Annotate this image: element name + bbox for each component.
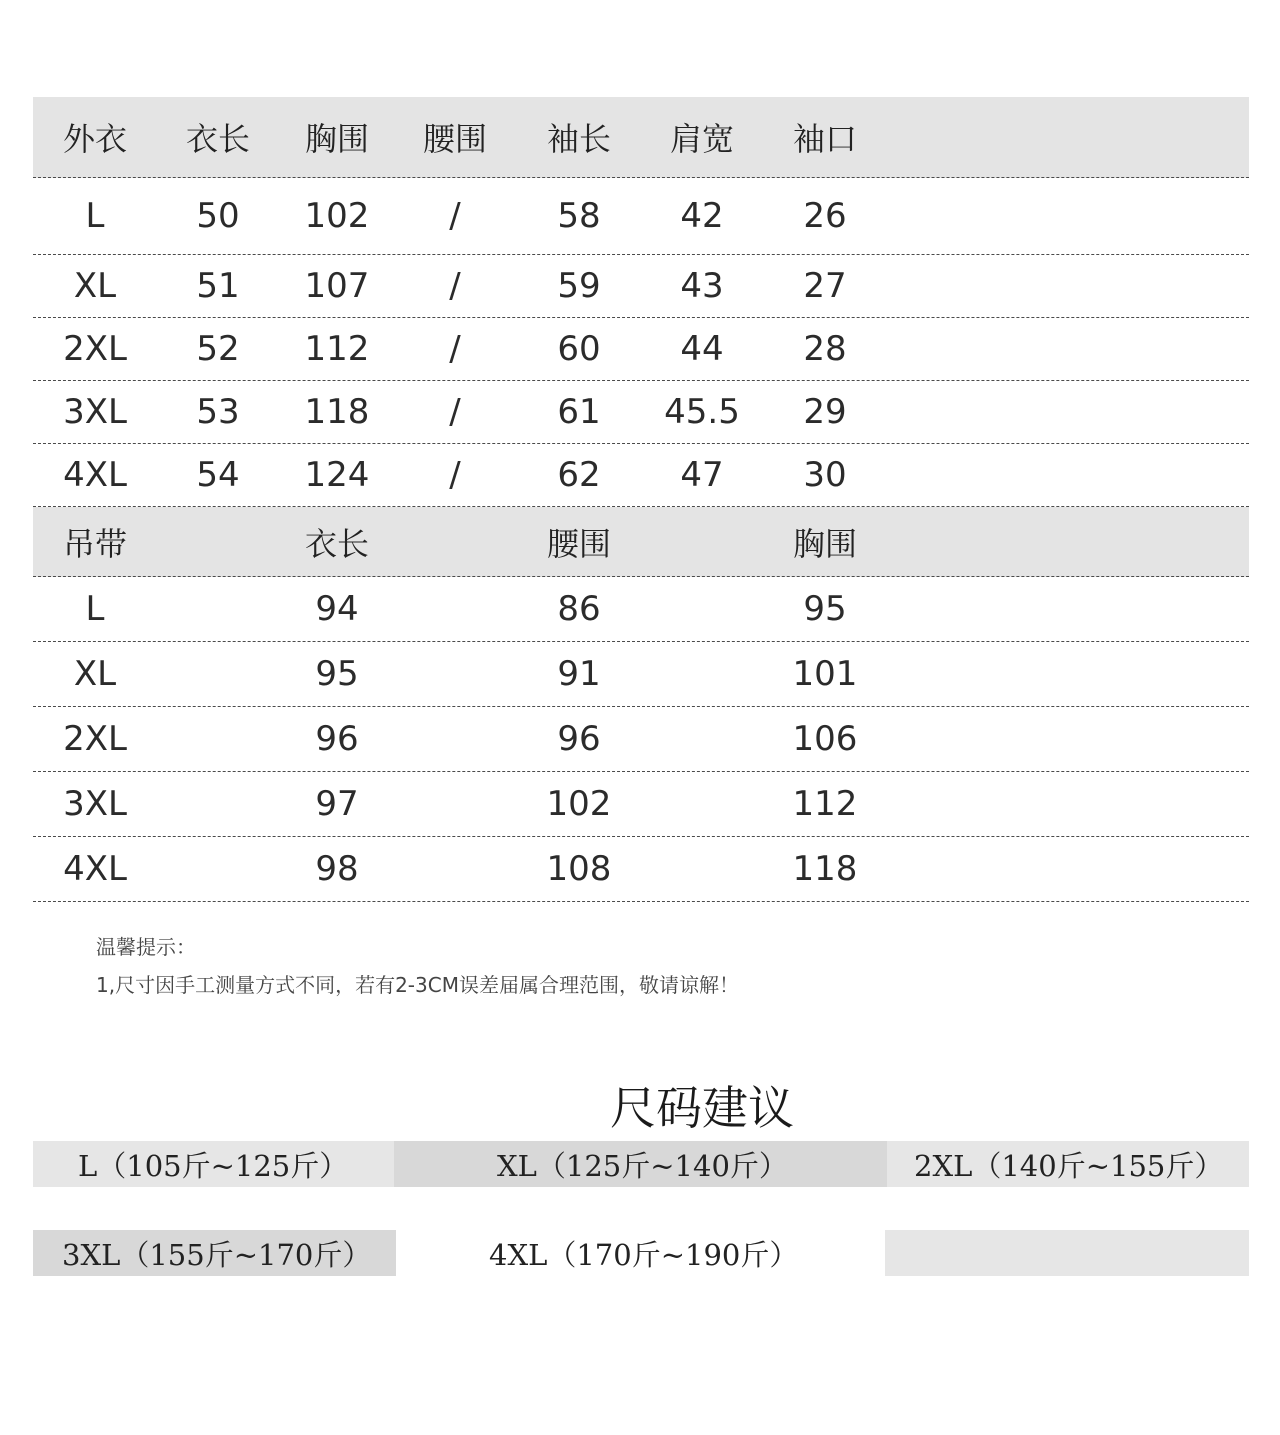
header-cell: 腰围: [422, 120, 488, 158]
table-row: [33, 642, 1249, 707]
value-cell: 102: [304, 196, 370, 236]
size-advice-cell: 4XL（170斤~190斤）: [396, 1230, 885, 1276]
value-cell: /: [449, 329, 461, 369]
notes-title: 温馨提示：: [96, 935, 196, 959]
table-row: [33, 318, 1249, 381]
size-advice-title: 尺码建议: [610, 1081, 794, 1135]
value-cell: 44: [680, 329, 724, 369]
size-cell: 2XL: [63, 719, 127, 759]
header-cell: 衣长: [185, 120, 251, 158]
table-row: [33, 772, 1249, 837]
header-cell: 袖口: [792, 120, 858, 158]
value-cell: 60: [557, 329, 601, 369]
value-cell: 29: [803, 392, 847, 432]
value-cell: 112: [304, 329, 370, 369]
value-cell: /: [449, 266, 461, 306]
value-cell: 26: [803, 196, 847, 236]
value-cell: 62: [557, 455, 601, 495]
value-cell: 102: [546, 784, 612, 824]
size-advice-cell: XL（125斤~140斤）: [394, 1141, 887, 1187]
value-cell: 61: [557, 392, 601, 432]
value-cell: 30: [803, 455, 847, 495]
value-cell: 58: [557, 196, 601, 236]
value-cell: 59: [557, 266, 601, 306]
value-cell: 124: [304, 455, 370, 495]
value-cell: /: [449, 196, 461, 236]
value-cell: 42: [680, 196, 724, 236]
value-cell: 101: [792, 654, 858, 694]
value-cell: 106: [792, 719, 858, 759]
strap-header-row: [33, 507, 1249, 577]
header-cell: 外衣: [62, 120, 128, 158]
header-cell: 腰围: [546, 524, 612, 563]
size-cell: L: [85, 196, 105, 236]
table-row: [33, 178, 1249, 255]
jacket-header-row: [33, 97, 1249, 178]
notes-line: 1,尺寸因手工测量方式不同，若有2-3CM误差届属合理范围，敬请谅解！: [96, 973, 739, 997]
value-cell: 43: [680, 266, 724, 306]
size-cell: 4XL: [63, 455, 127, 495]
value-cell: 95: [803, 589, 847, 629]
size-advice-cell-empty: [885, 1230, 1249, 1276]
value-cell: 86: [557, 589, 601, 629]
value-cell: /: [449, 392, 461, 432]
value-cell: 45.5: [664, 392, 740, 432]
size-cell: XL: [73, 266, 117, 306]
value-cell: 96: [315, 719, 359, 759]
table-row: [33, 837, 1249, 902]
header-cell: 袖长: [546, 120, 612, 158]
table-row: [33, 381, 1249, 444]
size-advice-row: [33, 1141, 1249, 1187]
size-advice-cell: 3XL（155斤~170斤）: [33, 1230, 396, 1276]
value-cell: /: [449, 455, 461, 495]
value-cell: 98: [315, 849, 359, 889]
value-cell: 97: [315, 784, 359, 824]
value-cell: 96: [557, 719, 601, 759]
header-cell: 胸围: [304, 120, 370, 158]
header-cell: 衣长: [304, 524, 370, 563]
value-cell: 52: [196, 329, 240, 369]
size-advice-cell: 2XL（140斤~155斤）: [887, 1141, 1249, 1187]
header-cell: 胸围: [792, 524, 858, 563]
value-cell: 112: [792, 784, 858, 824]
size-cell: 3XL: [63, 392, 127, 432]
notes: [96, 928, 739, 1004]
header-cell: 吊带: [62, 524, 128, 563]
value-cell: 27: [803, 266, 847, 306]
value-cell: 28: [803, 329, 847, 369]
value-cell: 95: [315, 654, 359, 694]
value-cell: 50: [196, 196, 240, 236]
value-cell: 47: [680, 455, 724, 495]
value-cell: 54: [196, 455, 240, 495]
header-cell: 肩宽: [669, 120, 735, 158]
value-cell: 51: [196, 266, 240, 306]
value-cell: 107: [304, 266, 370, 306]
value-cell: 118: [792, 849, 858, 889]
table-row: [33, 577, 1249, 642]
size-cell: L: [85, 589, 105, 629]
value-cell: 108: [546, 849, 612, 889]
value-cell: 118: [304, 392, 370, 432]
table-row: [33, 707, 1249, 772]
table-row: [33, 255, 1249, 318]
value-cell: 94: [315, 589, 359, 629]
size-cell: 4XL: [63, 849, 127, 889]
size-cell: 2XL: [63, 329, 127, 369]
size-cell: XL: [73, 654, 117, 694]
value-cell: 53: [196, 392, 240, 432]
table-row: [33, 444, 1249, 507]
size-advice-cell: L（105斤~125斤）: [33, 1141, 394, 1187]
value-cell: 91: [557, 654, 601, 694]
size-advice-row: [33, 1230, 1249, 1276]
size-cell: 3XL: [63, 784, 127, 824]
